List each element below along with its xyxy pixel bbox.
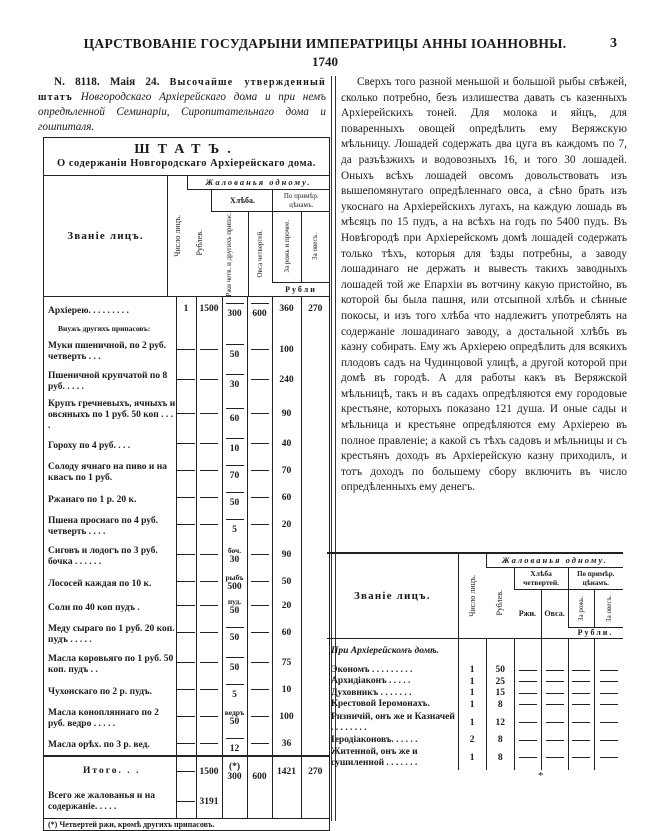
table-row: Масла коровьяго по 1 руб. 50 коп. пудъ . . 50 75 [44, 648, 329, 678]
table-row: Ржанаго по 1 р. 20 к. 50 60 [44, 486, 329, 510]
header-oats: Овса. [541, 589, 568, 638]
row-note: Внужъ другихъ припасовъ: [58, 323, 151, 333]
row-label: Масла орѣх. по 3 р. вед. [48, 740, 150, 751]
decree-approved: Высочайше утвержденный штатъ [38, 77, 326, 103]
caption-title: ШТАТЪ. [134, 142, 239, 157]
dash [546, 681, 564, 682]
dash [572, 670, 590, 671]
dash [177, 554, 195, 555]
right-column [341, 75, 627, 496]
dash [200, 743, 218, 744]
row-label: Іеродіаконовъ. . . . . . [331, 734, 418, 745]
year: 1740 [312, 54, 338, 69]
header-rubles: Рублев. [187, 189, 212, 297]
table-row: Соли по 40 коп пудъ . пуд. 50 20 [44, 594, 329, 618]
header-for-oats: За овесъ. [595, 589, 623, 627]
table-row: Іеродіаконовъ. . . . . . 2 8 [327, 735, 623, 747]
table-row: Меду сыраго по 1 руб. 20 коп. пудъ . . . . . 50 60 [44, 618, 329, 648]
row-label: Чухонскаго по 2 р. пудъ. [48, 686, 152, 697]
table-row: Чухонскаго по 2 р. пудъ. 5 10 [44, 678, 329, 702]
dash [177, 497, 195, 498]
right-table-header [327, 554, 623, 639]
decree-intro [38, 75, 326, 135]
header-oats: Овса четвертей. [248, 211, 272, 297]
header-name: Званіе лицъ. [327, 554, 458, 638]
table-footnote: (*) Четвертей ржи, кромѣ другихъ припасовъ. [44, 818, 329, 830]
rye-cell: 50 [222, 618, 247, 648]
total-row: Итого. . . 1500 (*) 300 600 1421 270 [44, 756, 329, 786]
header-for-oats: За овесъ. [302, 211, 329, 282]
row-label: Ризничій, онъ же и Казначей . . . . . . . . [331, 711, 455, 733]
footnote-marker: * [538, 770, 544, 782]
dash [200, 632, 218, 633]
dash [177, 632, 195, 633]
row-label: Пшена проснаго по 4 руб. четверть . . . . [48, 516, 159, 538]
table-row: Муки пшеничной, по 2 руб. четверть . . . 50 100 [44, 335, 329, 365]
page-header [0, 36, 650, 70]
rye-cell: боч. 30 [222, 540, 247, 570]
header-bread: Хлѣба. [212, 189, 273, 211]
dash [200, 470, 218, 471]
table-body [44, 297, 329, 818]
rye-cell: 70 [222, 456, 247, 486]
row-label: Меду сыраго по 1 руб. 20 коп. пудъ . . . . . [48, 624, 175, 646]
rye-cell: 50 [222, 648, 247, 678]
table-row: Крупъ гречневыхъ, ячныхъ и овсяныхъ по 1 руб. 50 коп . . . . 60 90 [44, 395, 329, 432]
rye-cell: 30 [222, 365, 247, 395]
dash [200, 413, 218, 414]
right-body-text: Сверхъ того разной меньшой и большой рыбы свѣжей, сколько потребно, безъ излишества давать съ казенныхъ Архіерейскихъ тоней. Для молока и яйцъ, для поваренныхъ овощей опредѣлить ему Веряжскую мѣльницу. Лошадей содержать два цуга въ каждомъ по 7, да разъѣзжихъ и водовозныхъ 16, и того 30 лошадей. Оныхъ всѣхъ лошадей овсомъ довольствовать изъ вышепомянутаго опредѣленнаго овса, а сѣно брать изъ укоснаго на Архіерейскихъ лугахъ, на каждую лошадь въ мѣсяцъ по 15 пудъ, а на всѣхъ на годъ по 5400 пудъ. Въ Новѣгородѣ при Архіерейскомъ домѣ лошадей содержать только тѣхъ, которыя для ѣзды потребны, а заводу лошадинаго не держать и вывесть такихъ заводныхъ лошадей той же Епархіи въ вотчину какую пристойно, въ которой бы была пашня, или отсыпной хлѣбъ и сѣнные покосы, и изъ того хлѣба что надлежитъ употреблять на содержаніе лошадинаго заводу, а достальной хлѣбъ въ казну собирать. Ему жъ Архіерею опредѣлить для всякихъ плодовъ садъ на Чудинцовой улицѣ, а другой которой при домѣ въ городѣ. А для работы какъ въ Веряжской мѣльницѣ, такъ и въ садахъ опредѣляются ему городовые крестьяне, которыхъ показано 121 душа. И оные сады и мѣльница и крестьяне опредѣляются ему Архіерею въ полное правленіе; а какой съ тѣхъ садовъ и мѣльницы и съ крестьянъ доходъ въ Архіерейскую казну приходилъ, и тотъ доходъ по большему сбору включить въ число опредѣленныхъ ему денегъ. [341, 76, 627, 494]
row-label: Масла конопляннаго по 2 руб. ведро . . . . . [48, 708, 159, 730]
dash [600, 740, 618, 741]
row-label: Солоду ячнаго на пиво и на квасъ по 1 руб. [48, 462, 167, 484]
dash [177, 801, 195, 802]
dash [519, 704, 537, 705]
decree-subject: Новгородскаго Архіерейскаго дома и при немъ опредѣленной Семинаріи, Сиропитательнаго дома и гошпиталя. [38, 91, 326, 133]
rye-cell: рыбъ 500 [222, 570, 247, 594]
staff-table-right [327, 552, 623, 770]
dash [177, 524, 195, 525]
header-rye: Ржи. [514, 589, 541, 638]
dash [519, 693, 537, 694]
row-label: Крупъ гречневыхъ, ячныхъ и овсяныхъ по 1 руб. 50 коп . . . . [48, 399, 176, 432]
left-column [38, 75, 326, 135]
dash [200, 349, 218, 350]
grand-total-row: Всего же жалованья и на содержаніе. . . . . 3191 [44, 786, 329, 818]
table-row: Архіерею. . . . . . . . . 1 1500 300 600 360 270 [44, 297, 329, 321]
row-label: Муки пшеничной, по 2 руб. четверть . . . [48, 341, 167, 363]
decree-number: N. 8118. [54, 76, 100, 88]
dash [572, 693, 590, 694]
table-row: Архидіаконъ . . . . . 1 25 [327, 676, 623, 688]
dash [177, 581, 195, 582]
dash [600, 722, 618, 723]
rye-cell: 12 [222, 732, 247, 756]
rye-cell: 300 [222, 297, 247, 321]
row-label: Архидіаконъ . . . . . [331, 676, 411, 687]
header-for-rye: За рожь. [568, 589, 595, 627]
dash [546, 670, 564, 671]
dash [200, 662, 218, 663]
dash [572, 722, 590, 723]
row-label: Лососей каждая по 10 к. [48, 578, 152, 589]
rye-cell: 50 [222, 486, 247, 510]
row-label: Духовникъ . . . . . . . [331, 687, 412, 698]
header-for-rye: За рожь и прочее. [273, 211, 302, 282]
dash [177, 771, 195, 772]
table-row: Ризничій, онъ же и Казначей . . . . . . . . 1 12 [327, 711, 623, 735]
decree-date: Маія 24. [109, 76, 160, 88]
table-row: Масла орѣх. по 3 р. вед. 12 36 [44, 732, 329, 756]
rye-cell: 50 [222, 335, 247, 365]
rye-cell: пуд. 50 [222, 594, 247, 618]
header-salary: Жалованья одному. [187, 176, 329, 189]
table-row: Лососей каждая по 10 к. рыбъ 500 50 [44, 570, 329, 594]
dash [200, 524, 218, 525]
table-row: Житенной, онъ же и сушиленной . . . . . . . 1 8 [327, 746, 623, 770]
header-salary: Жалованья одному. [486, 554, 623, 567]
header-approx: По примѣр. цѣнамъ. [568, 567, 623, 589]
rye-cell: 5 [222, 678, 247, 702]
table-row: Пшеничной крупчатой по 8 руб. . . . . 30 240 [44, 365, 329, 395]
dash [177, 716, 195, 717]
dash [200, 443, 218, 444]
row-label: Ржанаго по 1 р. 20 к. [48, 494, 137, 505]
dash [177, 662, 195, 663]
staff-table-left [43, 137, 330, 831]
dash [572, 681, 590, 682]
page-number: 3 [610, 36, 617, 51]
dash [177, 605, 195, 606]
dash [200, 581, 218, 582]
dash [177, 689, 195, 690]
dash [519, 757, 537, 758]
table-row: Сиговъ и лодогъ по 3 руб. бочка . . . . . . боч. 30 90 [44, 540, 329, 570]
dash [600, 670, 618, 671]
dash [600, 757, 618, 758]
right-table-body [327, 639, 623, 771]
dash [519, 740, 537, 741]
header-count: Число лицъ. [458, 554, 486, 638]
row-label: Масла коровьяго по 1 руб. 50 коп. пудъ . . [48, 654, 174, 676]
row-label: Гороху по 4 руб. . . . [48, 440, 131, 451]
dash [177, 349, 195, 350]
header-rubles-sub: Рубли [273, 282, 329, 297]
dash [572, 740, 590, 741]
dash [177, 443, 195, 444]
table-row [44, 321, 329, 335]
row-label: Архіерею. . . . . . . . . [48, 305, 129, 316]
table-row: Масла конопляннаго по 2 руб. ведро . . . . . ведръ 50 100 [44, 702, 329, 732]
table-row: Экономъ . . . . . . . . . 1 50 [327, 665, 623, 677]
row-label: Сиговъ и лодогъ по 3 руб. бочка . . . . . . [48, 546, 158, 568]
table-row: Духовникъ . . . . . . . 1 15 [327, 688, 623, 700]
table-row: Пшена проснаго по 4 руб. четверть . . . . 5 20 [44, 510, 329, 540]
table-caption [44, 138, 329, 176]
dash [572, 704, 590, 705]
dash [519, 670, 537, 671]
header-rye: Ржи четв. и другихъ припас. [212, 211, 249, 297]
dash [200, 605, 218, 606]
dash [546, 722, 564, 723]
dash [519, 722, 537, 723]
dash [200, 689, 218, 690]
running-title: ЦАРСТВОВАНІЕ ГОСУДАРЫНИ ИМПЕРАТРИЦЫ АННЫ ІОАННОВНЫ. [83, 36, 567, 51]
rye-cell: ведръ 50 [222, 702, 247, 732]
dash [177, 379, 195, 380]
dash [177, 743, 195, 744]
header-bread: Хлѣба четвертей. [514, 567, 568, 589]
rye-cell: 5 [222, 510, 247, 540]
dash [177, 413, 195, 414]
table-row: Крестовой Іеромонахъ. 1 8 [327, 699, 623, 711]
row-label: Крестовой Іеромонахъ. [331, 699, 430, 710]
table-row: Гороху по 4 руб. . . . 10 40 [44, 432, 329, 456]
header-name: Званіе лицъ. [44, 176, 168, 297]
rye-cell: 10 [222, 432, 247, 456]
dash [546, 693, 564, 694]
rye-cell: 60 [222, 395, 247, 432]
row-label: Житенной, онъ же и сушиленной . . . . . . . [331, 747, 418, 768]
table-row: Солоду ячнаго на пиво и на квасъ по 1 руб. 70 70 [44, 456, 329, 486]
dash [200, 554, 218, 555]
dash [200, 497, 218, 498]
header-approx: По примѣр. цѣнамъ. [273, 189, 329, 211]
dash [600, 693, 618, 694]
dash [546, 740, 564, 741]
dash [200, 379, 218, 380]
dash [200, 716, 218, 717]
row-label: Пшеничной крупчатой по 8 руб. . . . . [48, 371, 168, 393]
dash [519, 681, 537, 682]
caption-subtitle: О содержаніи Новгородскаго Архіерейскаго дома. [57, 158, 316, 169]
dash [546, 704, 564, 705]
table-header [44, 176, 329, 297]
dash [546, 757, 564, 758]
dash [600, 704, 618, 705]
dash [177, 470, 195, 471]
header-rubles: Рублев. [486, 567, 514, 638]
header-rubles-sub: Рубли. [568, 627, 623, 638]
row-label: Экономъ . . . . . . . . . [331, 664, 413, 675]
dash [600, 681, 618, 682]
section-heading: При Архіерейскомъ домѣ. [331, 646, 439, 656]
row-label: Соли по 40 коп пудъ . [48, 602, 140, 613]
header-count: Число лицъ. [168, 176, 188, 297]
dash [572, 757, 590, 758]
